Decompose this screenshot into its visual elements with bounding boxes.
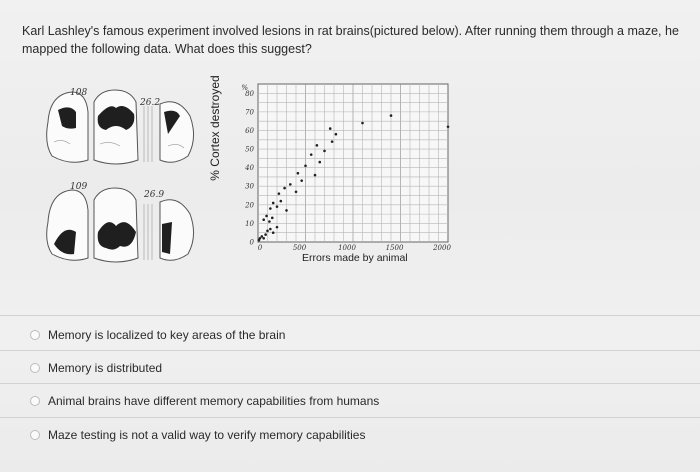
chart-data-point: [272, 231, 275, 234]
chart-data-point: [323, 150, 326, 153]
chart-data-point: [276, 226, 279, 229]
chart-data-point: [269, 207, 272, 210]
chart-data-point: [262, 218, 265, 221]
chart-y-tick-label: 30: [245, 182, 254, 191]
chart-data-point: [297, 172, 300, 175]
chart-data-point: [316, 144, 319, 147]
option-label: Memory is distributed: [48, 361, 163, 375]
chart-data-point: [390, 114, 393, 117]
chart-data-point: [447, 125, 450, 128]
divider: [0, 383, 700, 384]
chart-y-tick-label: 50: [245, 145, 254, 154]
chart-data-point: [329, 127, 332, 130]
option-2[interactable]: [30, 361, 162, 375]
option-3[interactable]: [30, 394, 379, 408]
brain-108-id: 108: [70, 88, 88, 98]
chart-x-tick-label: 500: [292, 244, 307, 252]
chart-data-point: [276, 205, 279, 208]
radio-button[interactable]: [30, 396, 40, 406]
chart-x-tick-label: 2000: [433, 244, 451, 252]
option-label: Animal brains have different memory capabilities from humans: [48, 394, 380, 408]
chart-y-tick-label: 0: [249, 238, 254, 247]
brain-109-id: 109: [70, 182, 88, 192]
brain-lesion-diagrams: [40, 82, 200, 272]
chart-data-point: [272, 202, 275, 205]
brain-108: [47, 90, 194, 164]
chart-x-tick-label: 0: [257, 244, 263, 252]
chart-data-point: [318, 161, 321, 164]
brain-109: [47, 188, 194, 262]
chart-data-point: [335, 133, 338, 136]
chart-data-point: [304, 164, 307, 167]
chart-data-point: [361, 122, 364, 125]
radio-button[interactable]: [30, 430, 40, 440]
chart-y-tick-label: 80: [245, 89, 254, 98]
chart-y-unit-label: %: [241, 84, 248, 92]
chart-data-point: [300, 179, 303, 182]
option-4[interactable]: [30, 428, 365, 442]
radio-button[interactable]: [30, 330, 40, 340]
brain-diagram-svg: [40, 82, 200, 272]
chart-data-point: [283, 187, 286, 190]
chart-data-point: [310, 153, 313, 156]
chart-data-point: [314, 174, 317, 177]
chart-data-point: [264, 233, 267, 236]
chart-data-point: [295, 191, 298, 194]
chart-data-point: [265, 215, 268, 218]
chart-data-point: [331, 140, 334, 143]
chart-x-tick-label: 1500: [385, 244, 404, 252]
chart-y-tick-label: 20: [245, 201, 254, 210]
chart-data-point: [280, 200, 283, 203]
chart-data-point: [269, 228, 272, 231]
chart-x-tick-label: 1000: [338, 244, 356, 252]
brain-109-percent: 26.9: [144, 190, 165, 200]
brain-108-percent: 26.2: [140, 98, 161, 108]
chart-y-tick-label: 70: [245, 108, 254, 117]
chart-data-point: [261, 235, 264, 238]
chart-y-tick-label: 10: [245, 219, 254, 228]
chart-data-point: [266, 230, 269, 233]
chart-y-axis-label: % Cortex destroyed: [208, 75, 222, 181]
option-label: Memory is localized to key areas of the brain: [48, 328, 286, 342]
chart-data-point: [262, 237, 265, 240]
chart-data-point: [278, 192, 281, 195]
chart-x-axis-label: Errors made by animal: [302, 252, 408, 264]
chart-svg: [212, 76, 462, 256]
chart-data-point: [268, 220, 271, 223]
option-1[interactable]: [30, 328, 285, 342]
option-label: Maze testing is not a valid way to verify memory capabilities: [48, 428, 366, 442]
divider: [0, 315, 700, 316]
scatter-chart: [208, 75, 462, 276]
divider: [0, 350, 700, 351]
chart-data-point: [271, 217, 274, 220]
chart-data-point: [285, 209, 288, 212]
divider: [0, 417, 700, 418]
question-text: Karl Lashley's famous experiment involved lesions in rat brains(pictured below). After running them through a maze, he mapped the following data. What does this suggest?: [22, 24, 679, 56]
chart-y-tick-label: 60: [245, 126, 254, 135]
chart-data-point: [259, 237, 262, 240]
radio-button[interactable]: [30, 363, 40, 373]
chart-data-point: [289, 183, 292, 186]
chart-y-tick-label: 40: [245, 164, 254, 173]
